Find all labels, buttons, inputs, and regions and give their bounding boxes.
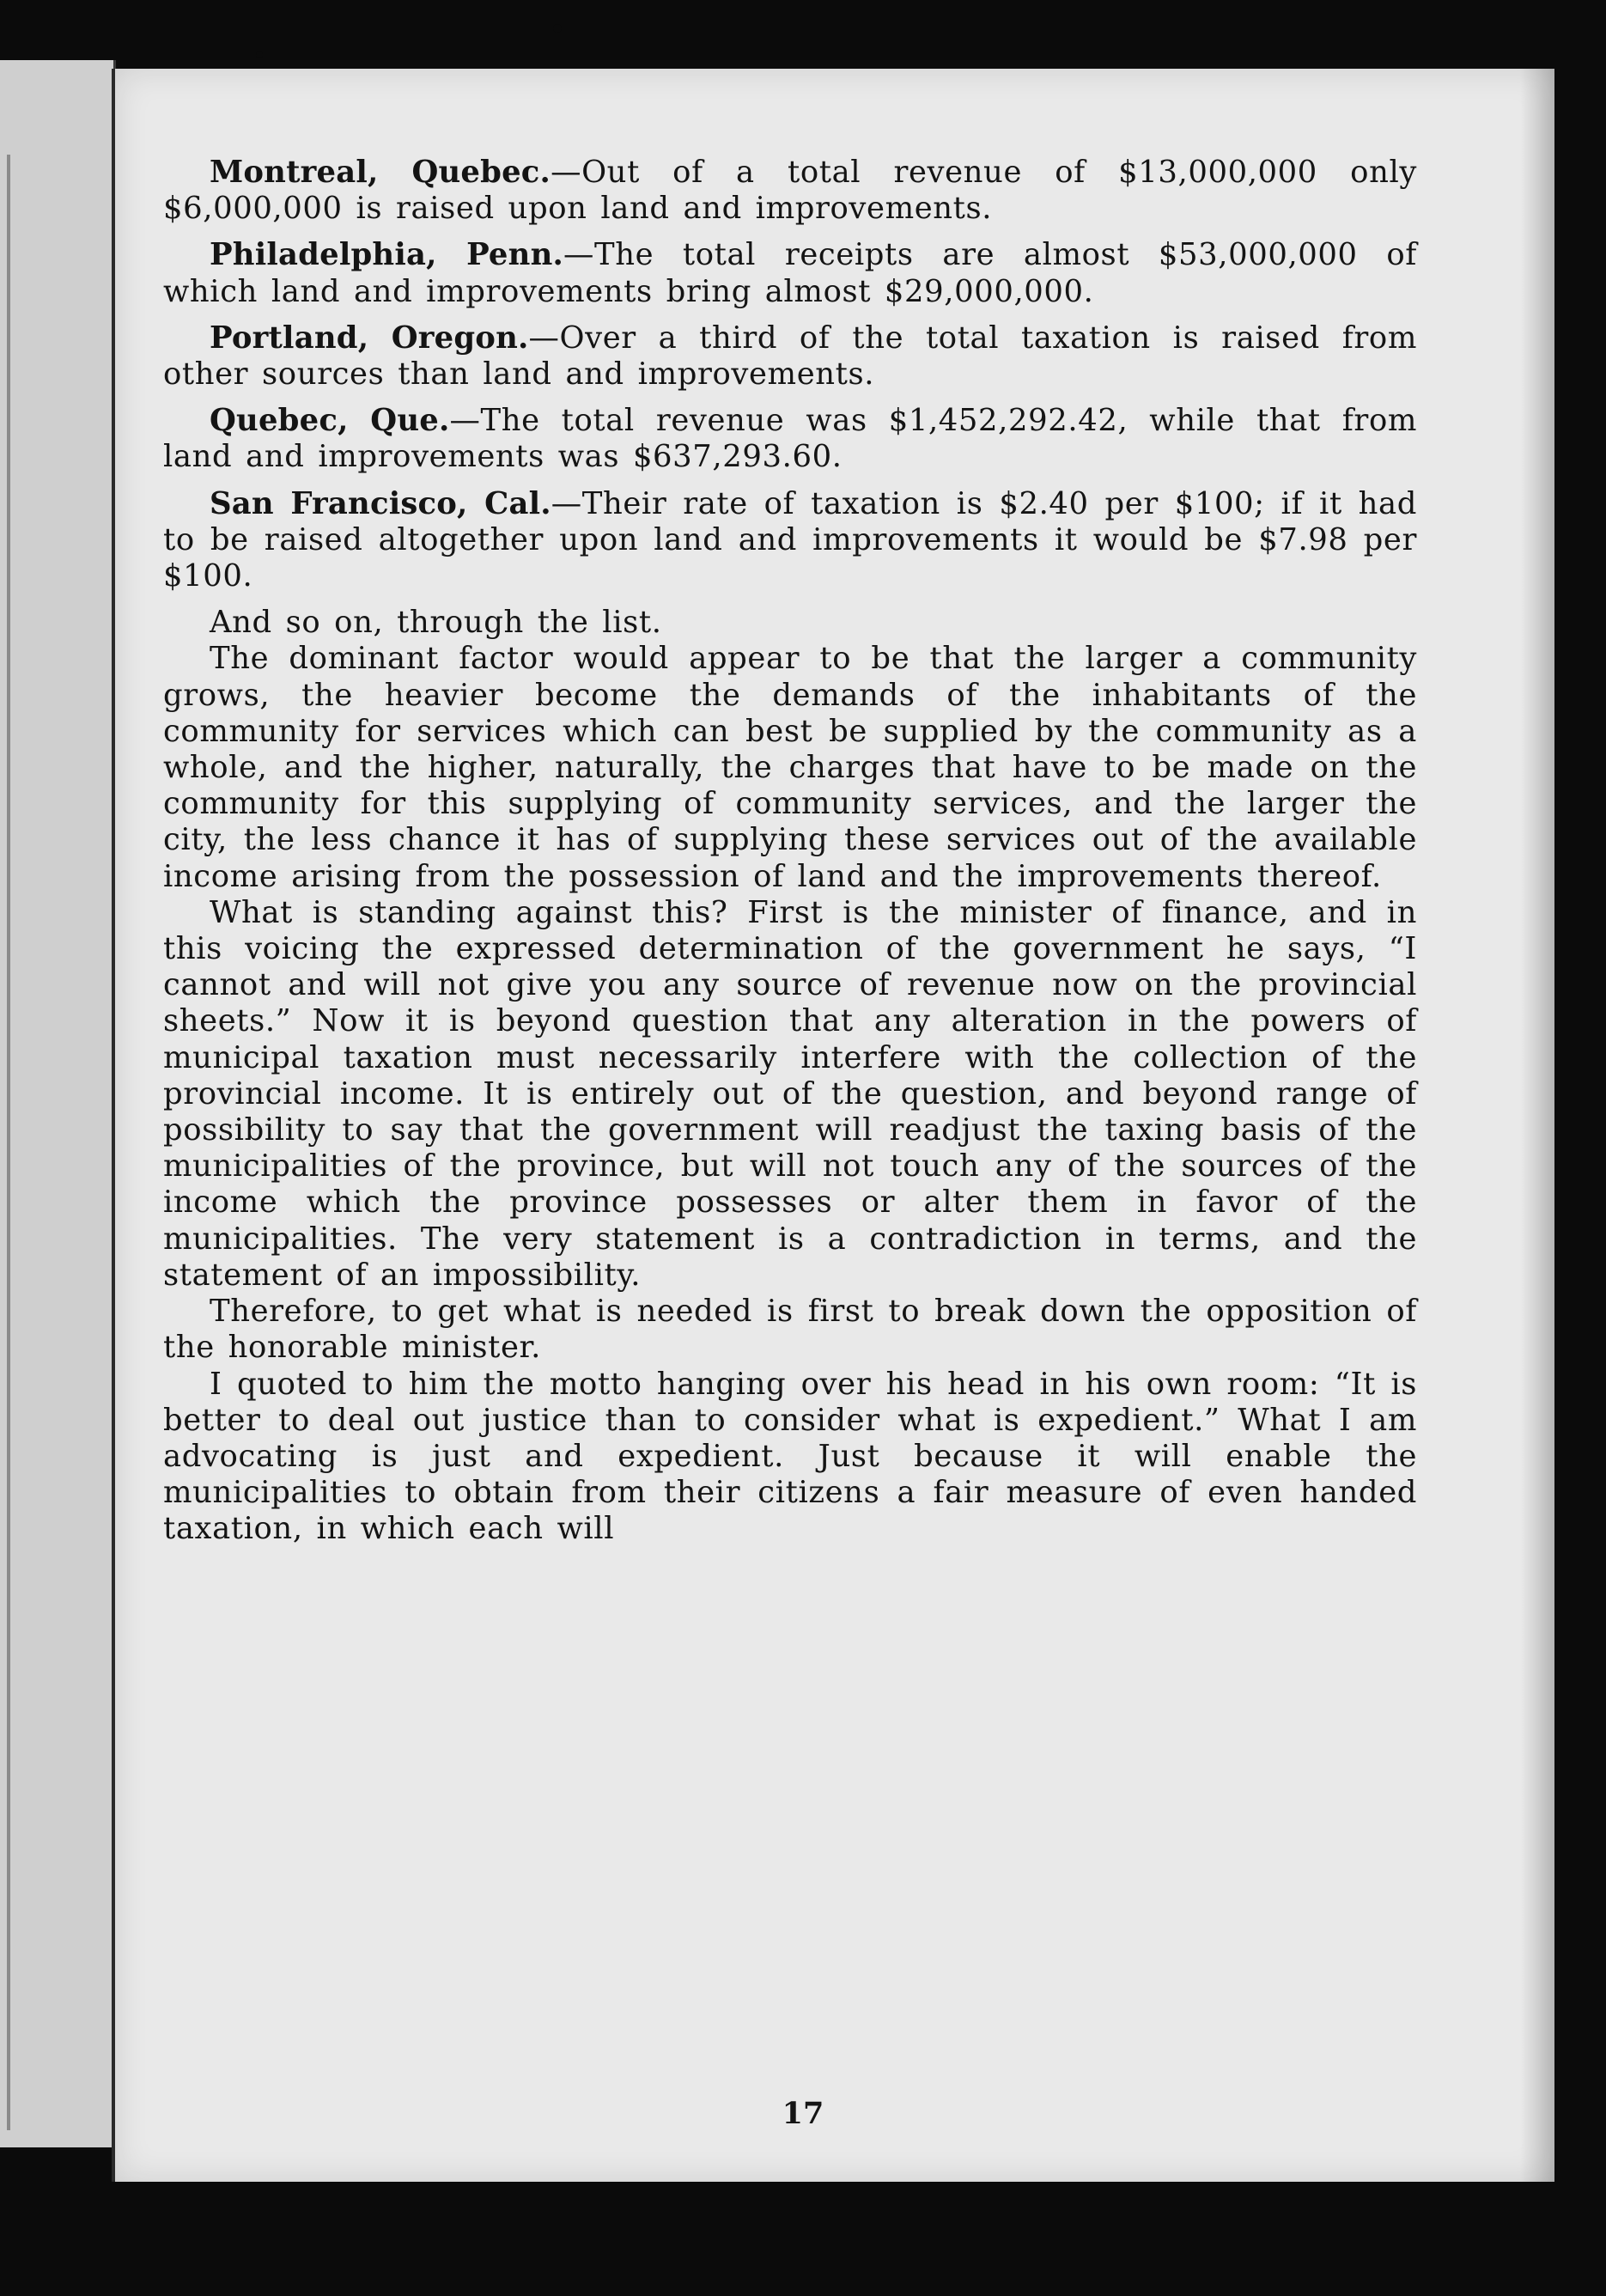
facing-page-edge	[0, 60, 116, 2147]
entry-quebec	[163, 403, 1417, 475]
entry-montreal	[163, 155, 1417, 227]
entry-text: —Out of a total revenue of $13,000,000 only $6,000,000 is raised upon land and improvements.	[163, 155, 1417, 227]
scan-speck	[553, 24, 562, 33]
facing-page-gutter-line	[7, 155, 10, 2130]
entry-place: Portland, Oregon.	[210, 320, 529, 356]
paragraph-and-so-on: And so on, through the list.	[210, 605, 662, 641]
scan-speck	[256, 52, 263, 58]
paragraph-dominant-factor: The dominant factor would appear to be that the larger a community grows, the heavier become the demands of the inhabitants of the community for services which can best be supplied by the community as a whole, and the higher, naturally, the charges that have to be made on the community for this supplying of community services, and the larger the city, the less chance it has of supplying these services out of the available income arising from the possession of land and the improvements thereof.	[163, 641, 1417, 894]
entry-portland	[163, 320, 1417, 393]
entry-place: San Francisco, Cal.	[210, 485, 551, 521]
page-text	[163, 155, 1417, 1548]
paragraph-motto: I quoted to him the motto hanging over his head in his own room: “It is better to deal out justice than to consider what is expedient.” What I am advocating is just and expedient. Just because it will enable the municipalities to obtain from their citizens a fair measure of even handed taxation, in which each will	[163, 1366, 1417, 1547]
entry-text: —The total receipts are almost $53,000,000 of which land and improvements bring almost $29,000,000.	[163, 237, 1417, 309]
entry-place: Quebec, Que.	[210, 403, 450, 439]
page-edge-shadow	[1520, 69, 1554, 2182]
entry-philadelphia	[163, 237, 1417, 309]
entry-text: —The total revenue was $1,452,292.42, while that from land and improvements was $637,293.60.	[163, 403, 1418, 475]
entry-place: Montreal, Quebec.	[210, 155, 551, 190]
entry-text: —Their rate of taxation is $2.40 per $100; if it had to be raised altogether upon land and improvements it would be $7.98 per $100.	[163, 485, 1417, 594]
paragraph-therefore: Therefore, to get what is needed is first to break down the opposition of the honorable minister.	[163, 1294, 1417, 1366]
paragraph-minister-of-finance: What is standing against this? First is the minister of finance, and in this voicing the expressed determination of the government he says, “I cannot and will not give you any source of revenue now on the provincial sheets.” Now it is beyond question that any alteration in the powers of municipal taxation must necessarily interfere with the collection of the provincial income. It is entirely out of the question, and beyond range of possibility to say that the government will readjust the taxing basis of the municipalities of the province, but will not touch any of the sources of the income which the province possesses or alter them in favor of the municipalities. The very statement is a contradiction in terms, and the statement of an impossibility.	[163, 894, 1417, 1293]
page-number: 17	[782, 2096, 824, 2131]
entry-text: —Over a third of the total taxation is raised from other sources than land and improvements.	[163, 320, 1417, 393]
entry-san-francisco	[163, 486, 1417, 595]
entry-place: Philadelphia, Penn.	[210, 237, 564, 273]
